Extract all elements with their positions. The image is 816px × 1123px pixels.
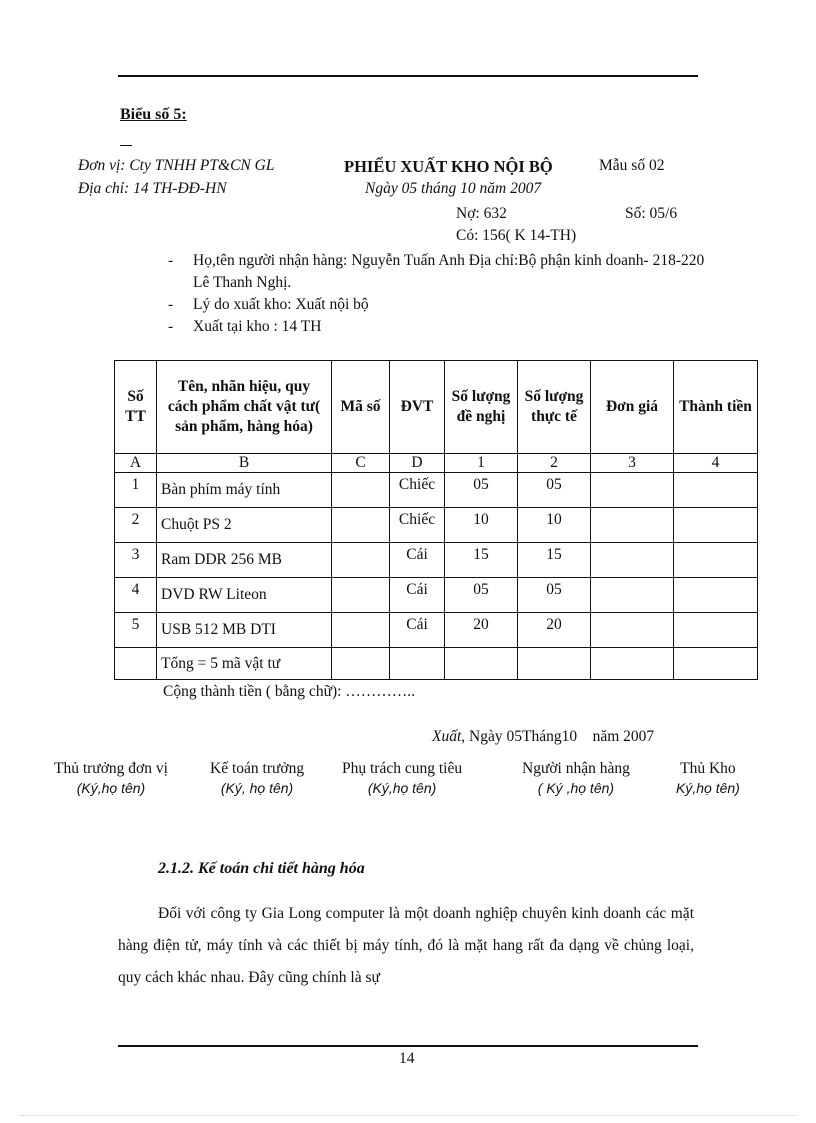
cell-stt: 2 xyxy=(115,508,157,543)
cell-qty-actual: 05 xyxy=(518,473,591,508)
footer-rule xyxy=(118,1045,698,1047)
signature-sub: Ký,họ tên) xyxy=(676,780,740,796)
header-unit-price: Đơn giá xyxy=(591,361,674,454)
cell-item-name: DVD RW Liteon xyxy=(157,578,332,613)
header-code: Mã số xyxy=(332,361,390,454)
header-item-name: Tên, nhãn hiệu, quy cách phẩm chất vật tư( sản phẩm, hàng hóa) xyxy=(157,361,332,454)
issue-date-line xyxy=(432,728,654,746)
cell-stt: 4 xyxy=(115,578,157,613)
cell-qty-actual xyxy=(518,648,591,680)
cell-amount xyxy=(674,473,758,508)
cell-qty-requested xyxy=(445,648,518,680)
issue-reason: - Lý do xuất kho: Xuất nội bộ xyxy=(168,294,708,316)
cell-qty-requested: 05 xyxy=(445,473,518,508)
column-letter: D xyxy=(390,454,445,473)
signature-title: Thủ Kho xyxy=(680,760,736,777)
signature-sub: (Ký,họ tên) xyxy=(76,780,146,796)
cell-amount xyxy=(674,543,758,578)
column-letter: 4 xyxy=(674,454,758,473)
cell-unit: Chiếc xyxy=(390,508,445,543)
cell-qty-requested: 15 xyxy=(445,543,518,578)
issue-date-rest: , Ngày 05Tháng10 năm 2007 xyxy=(461,728,655,745)
section-paragraph xyxy=(118,898,694,994)
document-number: Số: 05/6 xyxy=(625,205,678,222)
header-rule xyxy=(118,75,698,77)
section-heading: 2.1.2. Kế toán chi tiết hàng hóa xyxy=(158,860,365,877)
column-letter: 3 xyxy=(591,454,674,473)
signature-supply-manager xyxy=(342,760,462,796)
debit-account: Nợ: 632 xyxy=(456,205,507,222)
cell-unit: Chiếc xyxy=(390,473,445,508)
signature-title: Thủ trưởng đơn vị xyxy=(54,760,168,777)
header-stt: Số TT xyxy=(115,361,157,454)
cell-unit-price xyxy=(591,508,674,543)
cell-qty-actual: 05 xyxy=(518,578,591,613)
signature-sub: ( Ký ,họ tên) xyxy=(537,780,615,796)
signature-unit-head xyxy=(54,760,168,796)
cell-qty-actual: 20 xyxy=(518,613,591,648)
signature-title: Người nhận hàng xyxy=(522,760,630,777)
header-unit: ĐVT xyxy=(390,361,445,454)
cell-stt xyxy=(115,648,157,680)
column-letter-row xyxy=(115,454,758,473)
cell-amount xyxy=(674,508,758,543)
cell-unit: Cái xyxy=(390,578,445,613)
cell-stt: 1 xyxy=(115,473,157,508)
cell-unit-price xyxy=(591,613,674,648)
document-date: Ngày 05 tháng 10 năm 2007 xyxy=(365,180,542,197)
cell-code xyxy=(332,508,390,543)
column-letter: 1 xyxy=(445,454,518,473)
credit-account: Có: 156( K 14-TH) xyxy=(456,227,577,244)
template-number: Mẫu số 02 xyxy=(599,157,665,174)
unit-address: Địa chỉ: 14 TH-ĐĐ-HN xyxy=(78,180,227,197)
column-letter: B xyxy=(157,454,332,473)
page-number: 14 xyxy=(399,1050,415,1067)
column-letter: 2 xyxy=(518,454,591,473)
table-header-row xyxy=(115,361,758,454)
cell-unit: Cái xyxy=(390,613,445,648)
cell-item-name: USB 512 MB DTI xyxy=(157,613,332,648)
document-title: PHIẾU XUẤT KHO NỘI BỘ xyxy=(344,157,553,176)
amount-in-words: Cộng thành tiền ( bằng chữ): ………….. xyxy=(163,683,416,700)
warehouse-info: - Xuất tại kho : 14 TH xyxy=(168,316,708,338)
page-edge-dotted-line xyxy=(20,1115,796,1116)
cell-qty-requested: 05 xyxy=(445,578,518,613)
cell-code xyxy=(332,543,390,578)
form-label: Biểu số 5: xyxy=(120,106,187,123)
cell-unit-price xyxy=(591,578,674,613)
receipt-info-list xyxy=(168,250,708,338)
cell-item-name: Chuột PS 2 xyxy=(157,508,332,543)
header-amount: Thành tiền xyxy=(674,361,758,454)
total-label: Tổng = 5 mã vật tư xyxy=(157,648,332,680)
signature-sub: (Ký, họ tên) xyxy=(220,780,294,796)
signature-title: Phụ trách cung tiêu xyxy=(342,760,463,777)
cell-qty-requested: 10 xyxy=(445,508,518,543)
cell-unit-price xyxy=(591,543,674,578)
cell-code xyxy=(332,473,390,508)
paragraph-text: Đối với công ty Gia Long computer là một doanh nghiệp chuyên kinh doanh các mặt hàng điện tử, máy tính và các thiết bị máy tính, đó là mặt hang rất đa dạng về chủng loại, quy cách khác nhau. Đây cũng chính là sự xyxy=(118,905,694,986)
cell-code xyxy=(332,613,390,648)
cell-code xyxy=(332,648,390,680)
cell-amount xyxy=(674,613,758,648)
form-label-mark xyxy=(120,145,132,146)
cell-amount xyxy=(674,578,758,613)
table-row xyxy=(115,543,758,578)
signature-chief-accountant xyxy=(210,760,304,796)
cell-item-name: Bàn phím máy tính xyxy=(157,473,332,508)
cell-code xyxy=(332,578,390,613)
cell-unit-price xyxy=(591,648,674,680)
header-qty-requested: Số lượng đề nghị xyxy=(445,361,518,454)
issue-word: Xuất xyxy=(432,728,462,745)
unit-name: Đơn vị: Cty TNHH PT&CN GL xyxy=(78,157,275,174)
cell-stt: 5 xyxy=(115,613,157,648)
table-row xyxy=(115,508,758,543)
cell-qty-requested: 20 xyxy=(445,613,518,648)
cell-unit-price xyxy=(591,473,674,508)
column-letter: C xyxy=(332,454,390,473)
signature-receiver xyxy=(522,760,630,796)
cell-qty-actual: 10 xyxy=(518,508,591,543)
cell-qty-actual: 15 xyxy=(518,543,591,578)
signature-sub: (Ký,họ tên) xyxy=(367,780,437,796)
table-row xyxy=(115,578,758,613)
header-qty-actual: Số lượng thực tế xyxy=(518,361,591,454)
cell-unit xyxy=(390,648,445,680)
receiver-info: - Họ,tên người nhận hàng: Nguyễn Tuấn Anh Địa chỉ:Bộ phận kinh doanh- 218-220 Lê Thanh Nghị. xyxy=(168,250,708,294)
items-table xyxy=(114,360,758,680)
column-letter: A xyxy=(115,454,157,473)
cell-stt: 3 xyxy=(115,543,157,578)
cell-item-name: Ram DDR 256 MB xyxy=(157,543,332,578)
cell-amount xyxy=(674,648,758,680)
table-row xyxy=(115,613,758,648)
table-total-row xyxy=(115,648,758,680)
signature-storekeeper xyxy=(676,760,740,796)
signature-title: Kế toán trưởng xyxy=(210,760,305,777)
table-row xyxy=(115,473,758,508)
cell-unit: Cái xyxy=(390,543,445,578)
